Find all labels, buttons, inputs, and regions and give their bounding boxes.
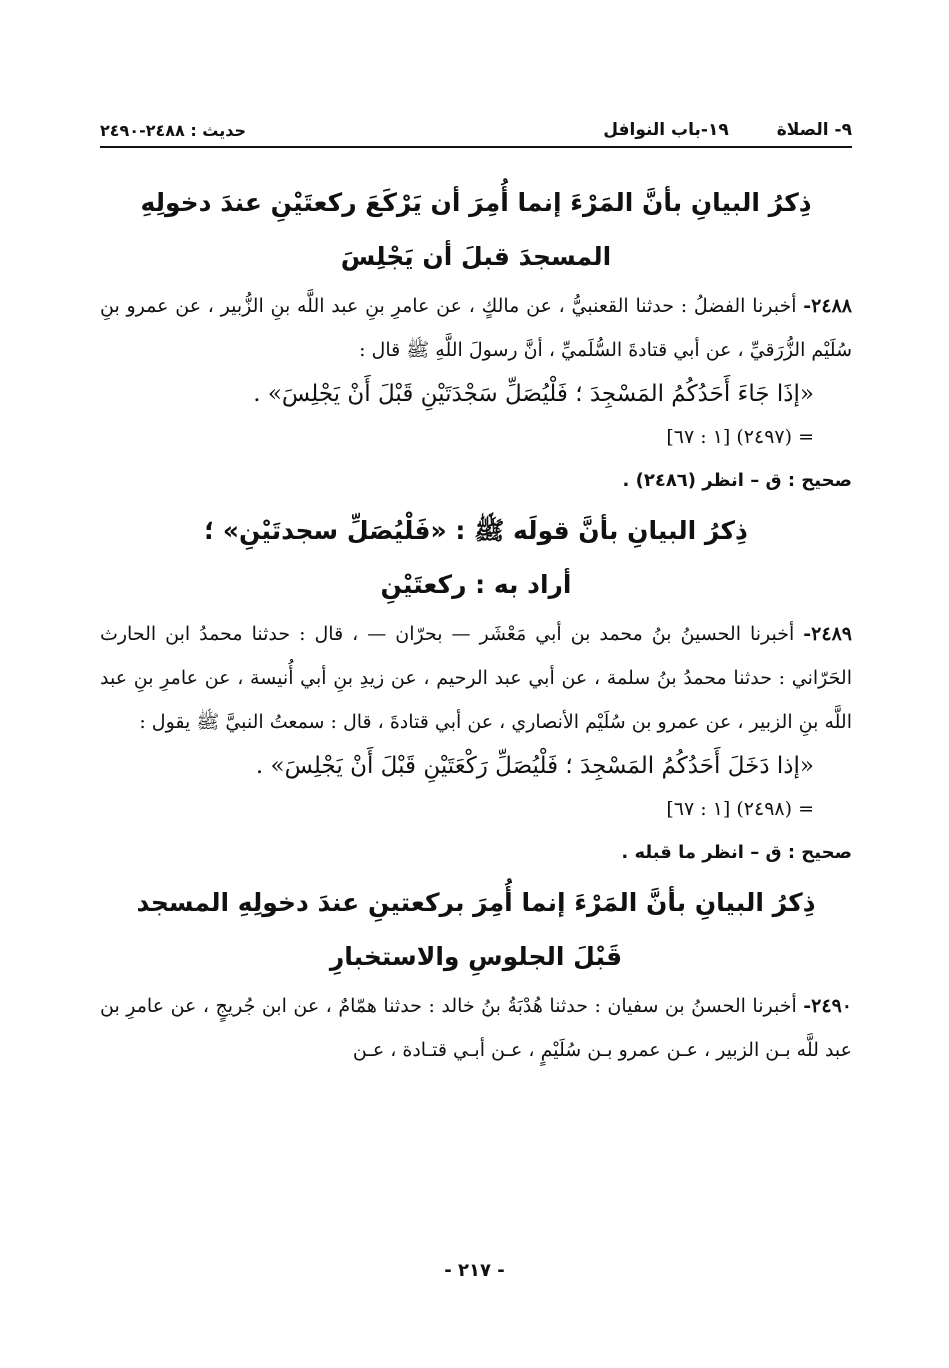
hadith-isnad: أخبرنا الحسنُ بن سفيان : حدثنا هُدْبَةُ بنُ خالد : حدثنا همّامٌ ، عن ابن جُريجٍ ، عن عامرِ بن عبد للَّه بـن الزبير ، عـن عمرو بـن سُلَيْمٍ ، عـن أبـي قتـادة ، عـن (100, 995, 852, 1061)
cross-reference: = (٢٤٩٧) [١ : ٦٧] (666, 426, 814, 448)
running-header (100, 108, 852, 148)
hadith-matn: «إذَا جَاءَ أَحَدُكُمُ المَسْجِدَ ؛ فَلْيُصَلِّ سَجْدَتَيْنِ قَبْلَ أَنْ يَجْلِسَ» . (253, 381, 814, 407)
section-heading-line: قَبْلَ الجلوسِ والاستخبارِ (329, 942, 623, 971)
header-right (603, 120, 852, 140)
chapter-title: ٩- الصلاة (776, 120, 852, 140)
cross-reference: = (٢٤٩٨) [١ : ٦٧] (666, 798, 814, 820)
grade-note: صحيح : ق – انظر (٢٤٨٦) . (622, 470, 852, 491)
hadith-number: ٢٤٨٩- (803, 623, 852, 645)
hadith-isnad: أخبرنا الفضلُ : حدثنا القعنبيُّ ، عن مالكٍ ، عن عامرِ بنِ عبد اللَّه بنِ الزُّبير ، عن عمرو بنِ سُلَيْم الزُّرَقيِّ ، عن أبي قتادةَ السُّلَميِّ ، أنَّ رسولَ اللَّهِ ﷺ قال : (100, 295, 852, 361)
page-body (100, 176, 852, 1072)
page-number: - ٢١٧ - (444, 1260, 505, 1281)
hadith-paragraph (100, 612, 852, 744)
hadith-paragraph (100, 984, 852, 1072)
hadith-range: حديث : ٢٤٨٨-٢٤٩٠ (100, 121, 247, 140)
hadith-paragraph (100, 284, 852, 372)
section-heading-line: ذِكرُ البيانِ بأنَّ قولَه ﷺ : «فَلْيُصَلِّ سجدتَيْنِ» ؛ (204, 516, 748, 545)
section-title: ١٩-باب النوافل (603, 120, 729, 140)
hadith-number: ٢٤٩٠- (803, 995, 852, 1017)
grade-note: صحيح : ق – انظر ما قبله . (621, 842, 852, 863)
section-heading-line: ذِكرُ البيانِ بأنَّ المَرْءَ إنما أُمِرَ بركعتينِ عندَ دخولِهِ المسجد (136, 888, 816, 917)
section-heading-line: ذِكرُ البيانِ بأنَّ المَرْءَ إنما أُمِرَ أن يَرْكَعَ ركعتَيْنِ عندَ دخولِهِ (140, 188, 812, 217)
hadith-isnad: أخبرنا الحسينُ بنُ محمد بن أبي مَعْشَر — بحرّان — ، قال : حدثنا محمدُ ابن الحارث الحَرّاني : حدثنا محمدُ بنُ سلمة ، عن أبي عبد الرحيم ، عن زيدِ بنِ أبي أُنيسة ، عن عامرِ بنِ عبد اللَّه بنِ الزبير ، عن عمرو بن سُلَيْم الأنصاري ، عن أبي قتادةَ ، قال : سمعتُ النبيَّ ﷺ يقول : (100, 623, 852, 733)
section-heading-line: المسجدَ قبلَ أن يَجْلِسَ (340, 242, 612, 271)
section-heading-line: أراد به : ركعتَيْنِ (380, 570, 572, 599)
hadith-matn: «إذا دَخَلَ أَحَدُكُمُ المَسْجِدَ ؛ فَلْيُصَلِّ رَكْعَتَيْنِ قَبْلَ أَنْ يَجْلِسَ» . (255, 753, 814, 779)
hadith-number: ٢٤٨٨- (803, 295, 852, 317)
